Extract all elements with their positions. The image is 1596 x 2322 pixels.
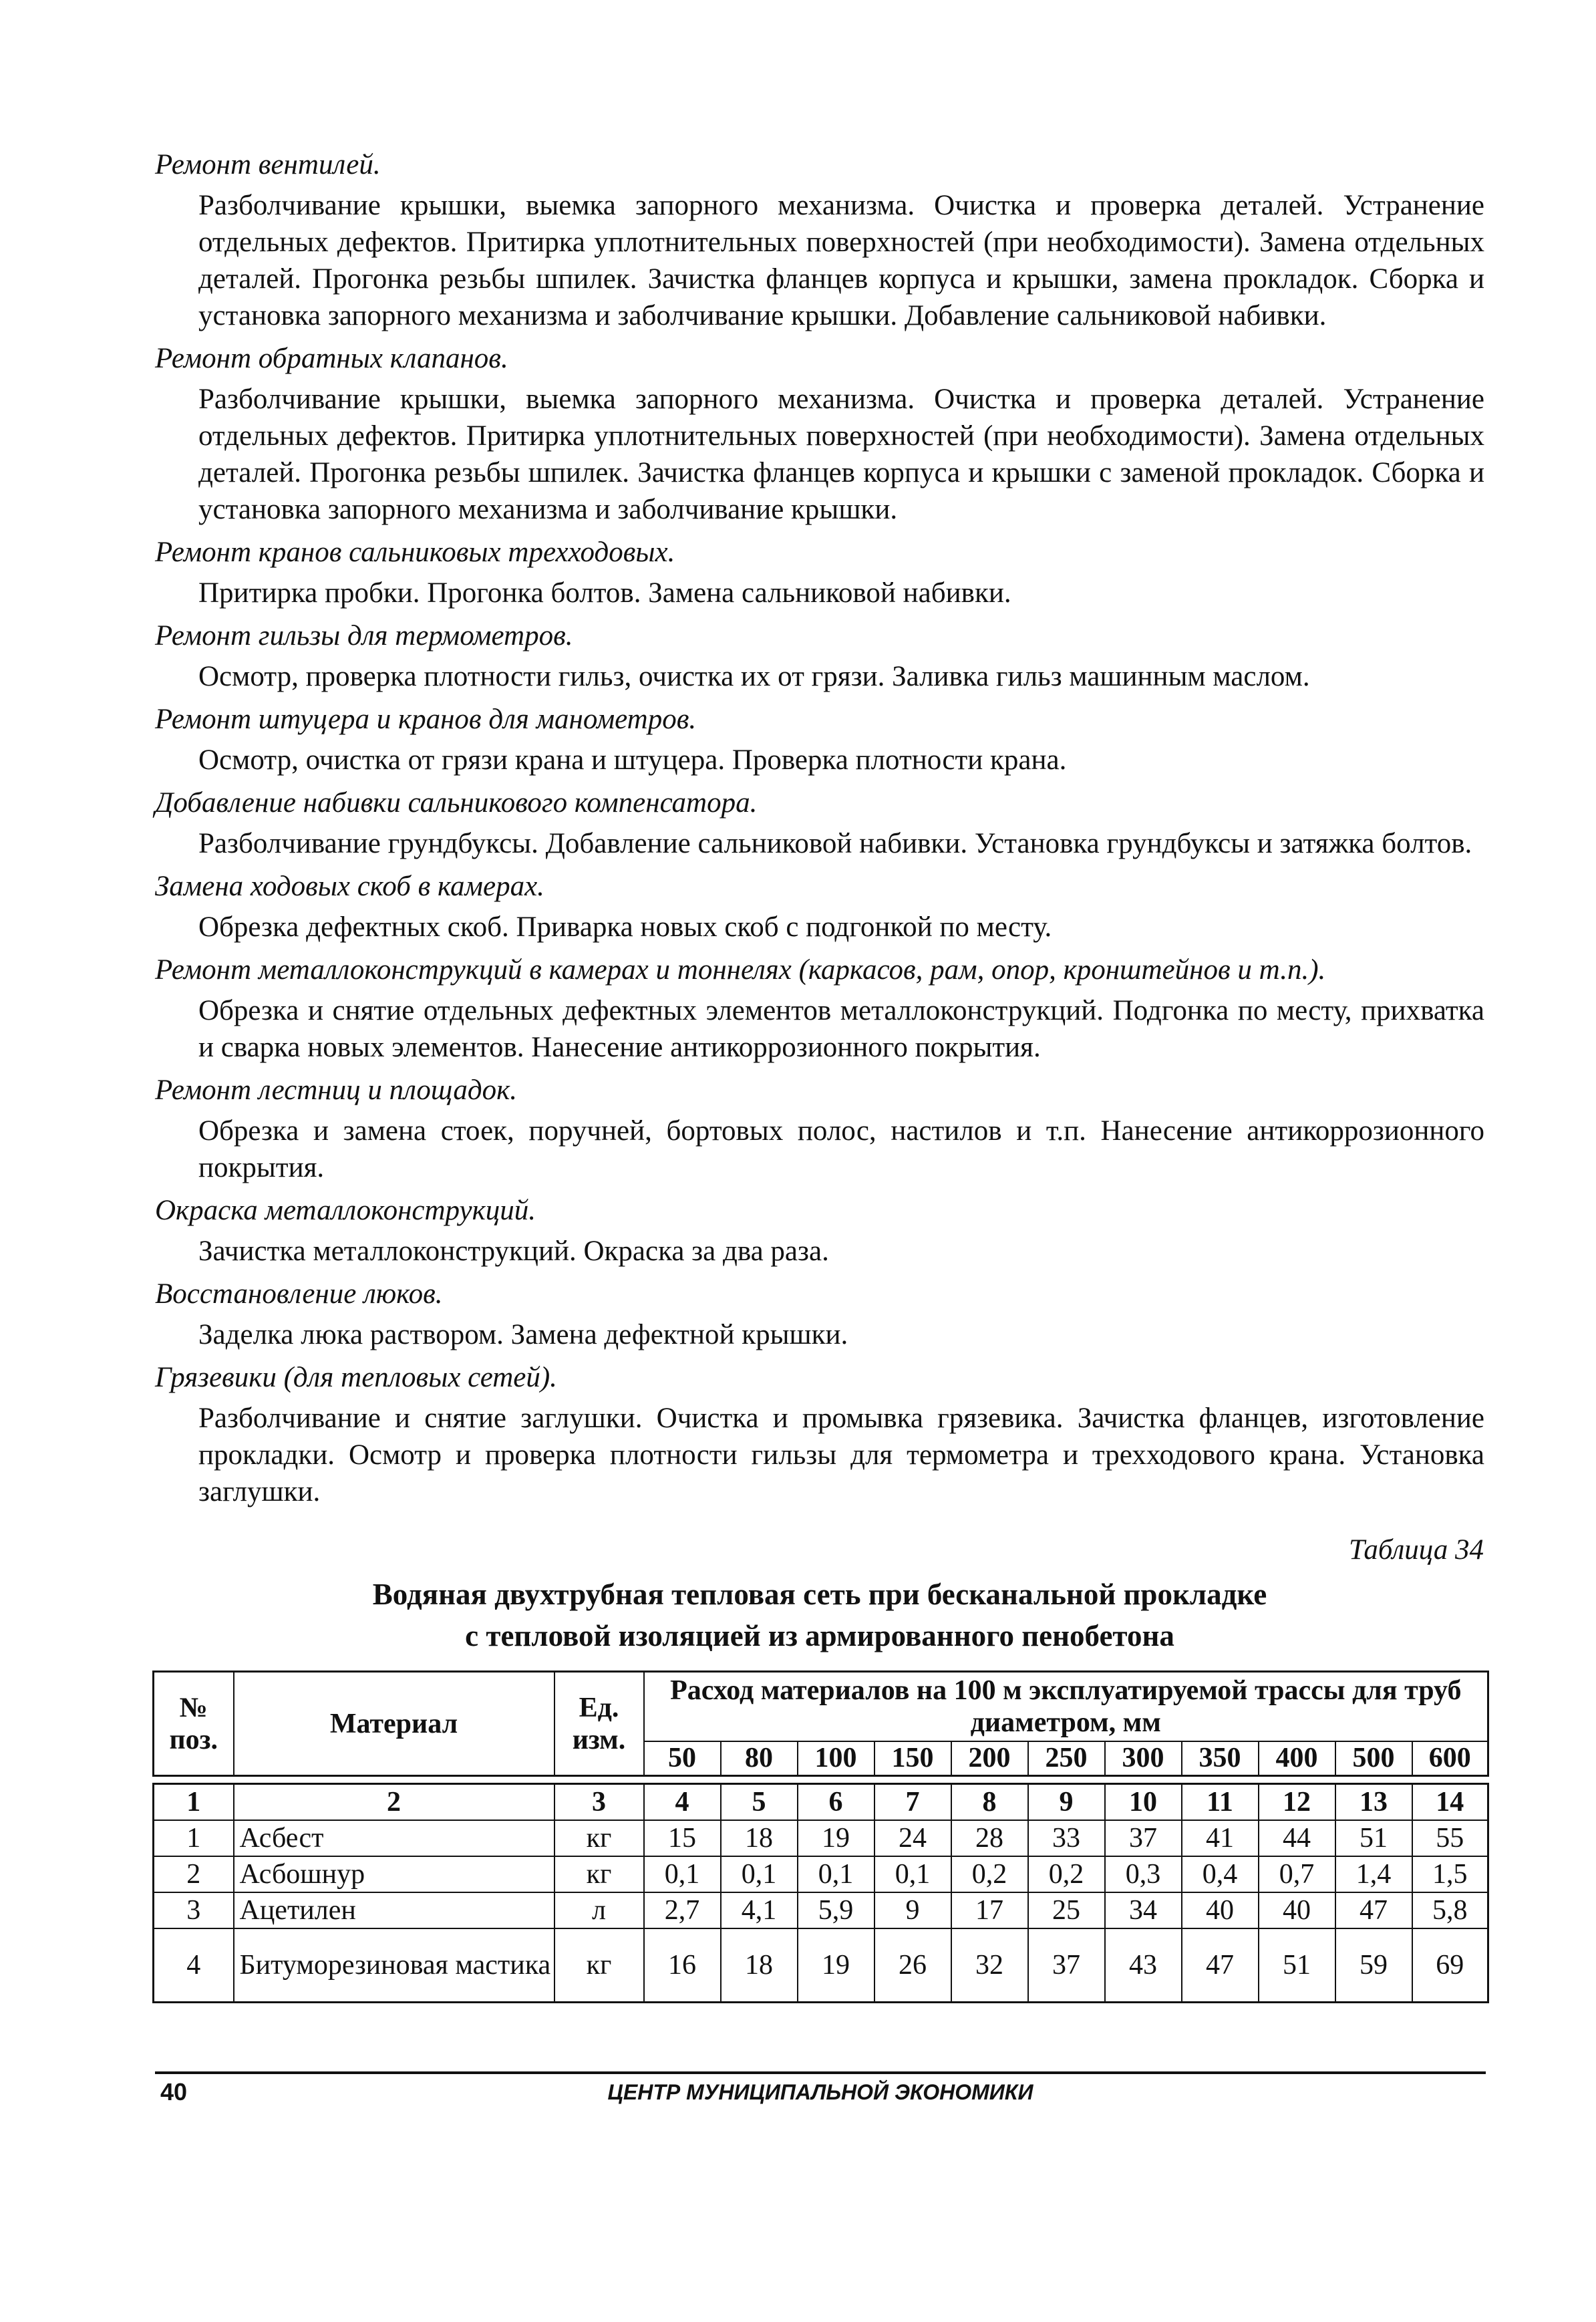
header-diameter: 350 [1182,1741,1259,1776]
cell-pos: 1 [154,1820,234,1856]
column-number: 3 [554,1784,644,1821]
header-diameter: 100 [798,1741,874,1776]
header-diameter: 200 [951,1741,1028,1776]
column-number-row [154,1784,1488,1821]
section-body: Разболчивание грундбуксы. Добавление сальниковой набивки. Установка грундбуксы и затяжка болтов. [198,828,1472,859]
cell-value: 51 [1335,1820,1412,1856]
column-number: 9 [1028,1784,1105,1821]
section-body: Обрезка и снятие отдельных дефектных элементов металлоконструкций. Подгонка по месту, прихватка и сварка новых элементов. Нанесение антикоррозионного покрытия. [198,995,1484,1063]
cell-value: 19 [798,1928,874,2003]
section-body: Заделка люка раствором. Замена дефектной крышки. [198,1319,848,1350]
footer-publisher: ЦЕНТР МУНИЦИПАЛЬНОЙ ЭКОНОМИКИ [607,2080,1033,2104]
column-number: 12 [1259,1784,1335,1821]
cell-value: 37 [1105,1820,1182,1856]
section-body: Осмотр, очистка от грязи крана и штуцера. Проверка плотности крана. [198,744,1067,776]
section-title: Ремонт кранов сальниковых трехходовых. [155,537,675,568]
table-title-line: с тепловой изоляцией из армированного пенобетона [465,1619,1174,1652]
cell-value: 40 [1259,1892,1335,1928]
section-title: Ремонт металлоконструкций в камерах и тоннелях (каркасов, рам, опор, кронштейнов и т.п.). [155,954,1326,986]
table-caption: Таблица 34 [1349,1534,1484,1566]
cell-value: 9 [874,1892,951,1928]
section-body: Осмотр, проверка плотности гильз, очистка их от грязи. Заливка гильз машинным маслом. [198,661,1310,692]
cell-unit: кг [554,1856,644,1892]
header-diameter: 50 [644,1741,721,1776]
section-title: Ремонт штуцера и кранов для манометров. [155,704,697,735]
cell-unit: кг [554,1820,644,1856]
cell-value: 24 [874,1820,951,1856]
table-header [152,1671,1489,1777]
cell-value: 1,4 [1335,1856,1412,1892]
cell-value: 44 [1259,1820,1335,1856]
cell-value: 4,1 [721,1892,798,1928]
column-number: 11 [1182,1784,1259,1821]
column-number: 4 [644,1784,721,1821]
column-number: 1 [154,1784,234,1821]
cell-value: 1,5 [1412,1856,1488,1892]
header-diameter: 80 [721,1741,798,1776]
table-title [155,1574,1484,1656]
column-number: 6 [798,1784,874,1821]
cell-value: 26 [874,1928,951,2003]
header-material: Материал [234,1672,554,1776]
section-title: Окраска металлоконструкций. [155,1195,536,1226]
table-row [154,1928,1488,2003]
cell-value: 0,7 [1259,1856,1335,1892]
cell-value: 17 [951,1892,1028,1928]
cell-value: 47 [1335,1892,1412,1928]
section-body: Притирка пробки. Прогонка болтов. Замена сальниковой набивки. [198,577,1011,609]
cell-value: 32 [951,1928,1028,2003]
column-number: 14 [1412,1784,1488,1821]
cell-value: 0,1 [874,1856,951,1892]
section-title: Добавление набивки сальникового компенсатора. [155,787,758,819]
column-number: 7 [874,1784,951,1821]
section-title: Ремонт вентилей. [155,149,381,180]
cell-value: 51 [1259,1928,1335,2003]
cell-value: 47 [1182,1928,1259,2003]
header-diameter: 500 [1335,1741,1412,1776]
cell-value: 0,1 [721,1856,798,1892]
section-title: Ремонт обратных клапанов. [155,343,508,374]
cell-material: Ацетилен [234,1892,554,1928]
cell-value: 5,9 [798,1892,874,1928]
cell-value: 0,1 [798,1856,874,1892]
cell-value: 28 [951,1820,1028,1856]
cell-value: 18 [721,1820,798,1856]
cell-value: 40 [1182,1892,1259,1928]
header-diameter: 250 [1028,1741,1105,1776]
cell-value: 19 [798,1820,874,1856]
cell-unit: кг [554,1928,644,2003]
cell-unit: л [554,1892,644,1928]
cell-value: 0,1 [644,1856,721,1892]
repair-sections [155,147,1484,1517]
table-row [154,1892,1488,1928]
header-diameter: 300 [1105,1741,1182,1776]
cell-value: 43 [1105,1928,1182,2003]
cell-material: Битуморезиновая мастика [234,1928,554,2003]
section-body: Разболчивание и снятие заглушки. Очистка и промывка грязевика. Зачистка фланцев, изготовление прокладки. Осмотр и проверка плотности гильзы для термометра и трехходового крана. Установка заглушки. [198,1403,1484,1507]
cell-value: 59 [1335,1928,1412,2003]
header-unit: Ед. изм. [554,1672,644,1776]
column-number: 8 [951,1784,1028,1821]
footer-divider [155,2071,1486,2074]
table-title-line: Водяная двухтрубная тепловая сеть при бесканальной прокладке [372,1578,1267,1611]
column-number: 13 [1335,1784,1412,1821]
cell-value: 25 [1028,1892,1105,1928]
cell-pos: 2 [154,1856,234,1892]
header-pos: № поз. [154,1672,234,1776]
column-number: 2 [234,1784,554,1821]
materials-table [152,1783,1489,2003]
cell-value: 55 [1412,1820,1488,1856]
section-body: Разболчивание крышки, выемка запорного механизма. Очистка и проверка деталей. Устранение отдельных дефектов. Притирка уплотнительных поверхностей (при необходимости). Замена отдельных деталей. Прогонка резьбы шпилек. Зачистка фланцев корпуса и крышки с заменой прокладок. Сборка и установка запорного механизма и заболчивание крышки. [198,384,1484,525]
cell-value: 15 [644,1820,721,1856]
cell-material: Асбест [234,1820,554,1856]
section-body: Обрезка дефектных скоб. Приварка новых скоб с подгонкой по месту. [198,911,1052,943]
header-diameter: 400 [1259,1741,1335,1776]
table-row [154,1856,1488,1892]
section-body: Разболчивание крышки, выемка запорного механизма. Очистка и проверка деталей. Устранение отдельных дефектов. Притирка уплотнительных поверхностей (при необходимости). Замена отдельных деталей. Прогонка резьбы шпилек. Зачистка фланцев корпуса и крышки, замена прокладок. Сборка и установка запорного механизма и заболчивание крышки. Добавление сальниковой набивки. [198,190,1484,331]
cell-pos: 3 [154,1892,234,1928]
section-title: Ремонт гильзы для термометров. [155,620,573,651]
section-title: Замена ходовых скоб в камерах. [155,871,544,902]
cell-value: 0,2 [951,1856,1028,1892]
cell-value: 69 [1412,1928,1488,2003]
section-body: Обрезка и замена стоек, поручней, бортовых полос, настилов и т.п. Нанесение антикоррозионного покрытия. [198,1115,1484,1183]
page-number: 40 [160,2078,188,2106]
cell-value: 5,8 [1412,1892,1488,1928]
cell-value: 16 [644,1928,721,2003]
column-number: 5 [721,1784,798,1821]
cell-value: 2,7 [644,1892,721,1928]
table-row [154,1820,1488,1856]
section-title: Ремонт лестниц и площадок. [155,1074,518,1106]
cell-value: 18 [721,1928,798,2003]
header-diameter: 600 [1412,1741,1488,1776]
cell-value: 33 [1028,1820,1105,1856]
section-title: Восстановление люков. [155,1278,443,1310]
cell-value: 0,3 [1105,1856,1182,1892]
cell-pos: 4 [154,1928,234,2003]
cell-value: 34 [1105,1892,1182,1928]
cell-value: 37 [1028,1928,1105,2003]
section-body: Зачистка металлоконструкций. Окраска за два раза. [198,1236,829,1267]
header-diameter: 150 [874,1741,951,1776]
cell-material: Асбошнур [234,1856,554,1892]
cell-value: 0,4 [1182,1856,1259,1892]
cell-value: 41 [1182,1820,1259,1856]
section-title: Грязевики (для тепловых сетей). [155,1362,557,1393]
header-group: Расход материалов на 100 м эксплуатируемой трассы для труб диаметром, мм [644,1672,1488,1741]
cell-value: 0,2 [1028,1856,1105,1892]
column-number: 10 [1105,1784,1182,1821]
